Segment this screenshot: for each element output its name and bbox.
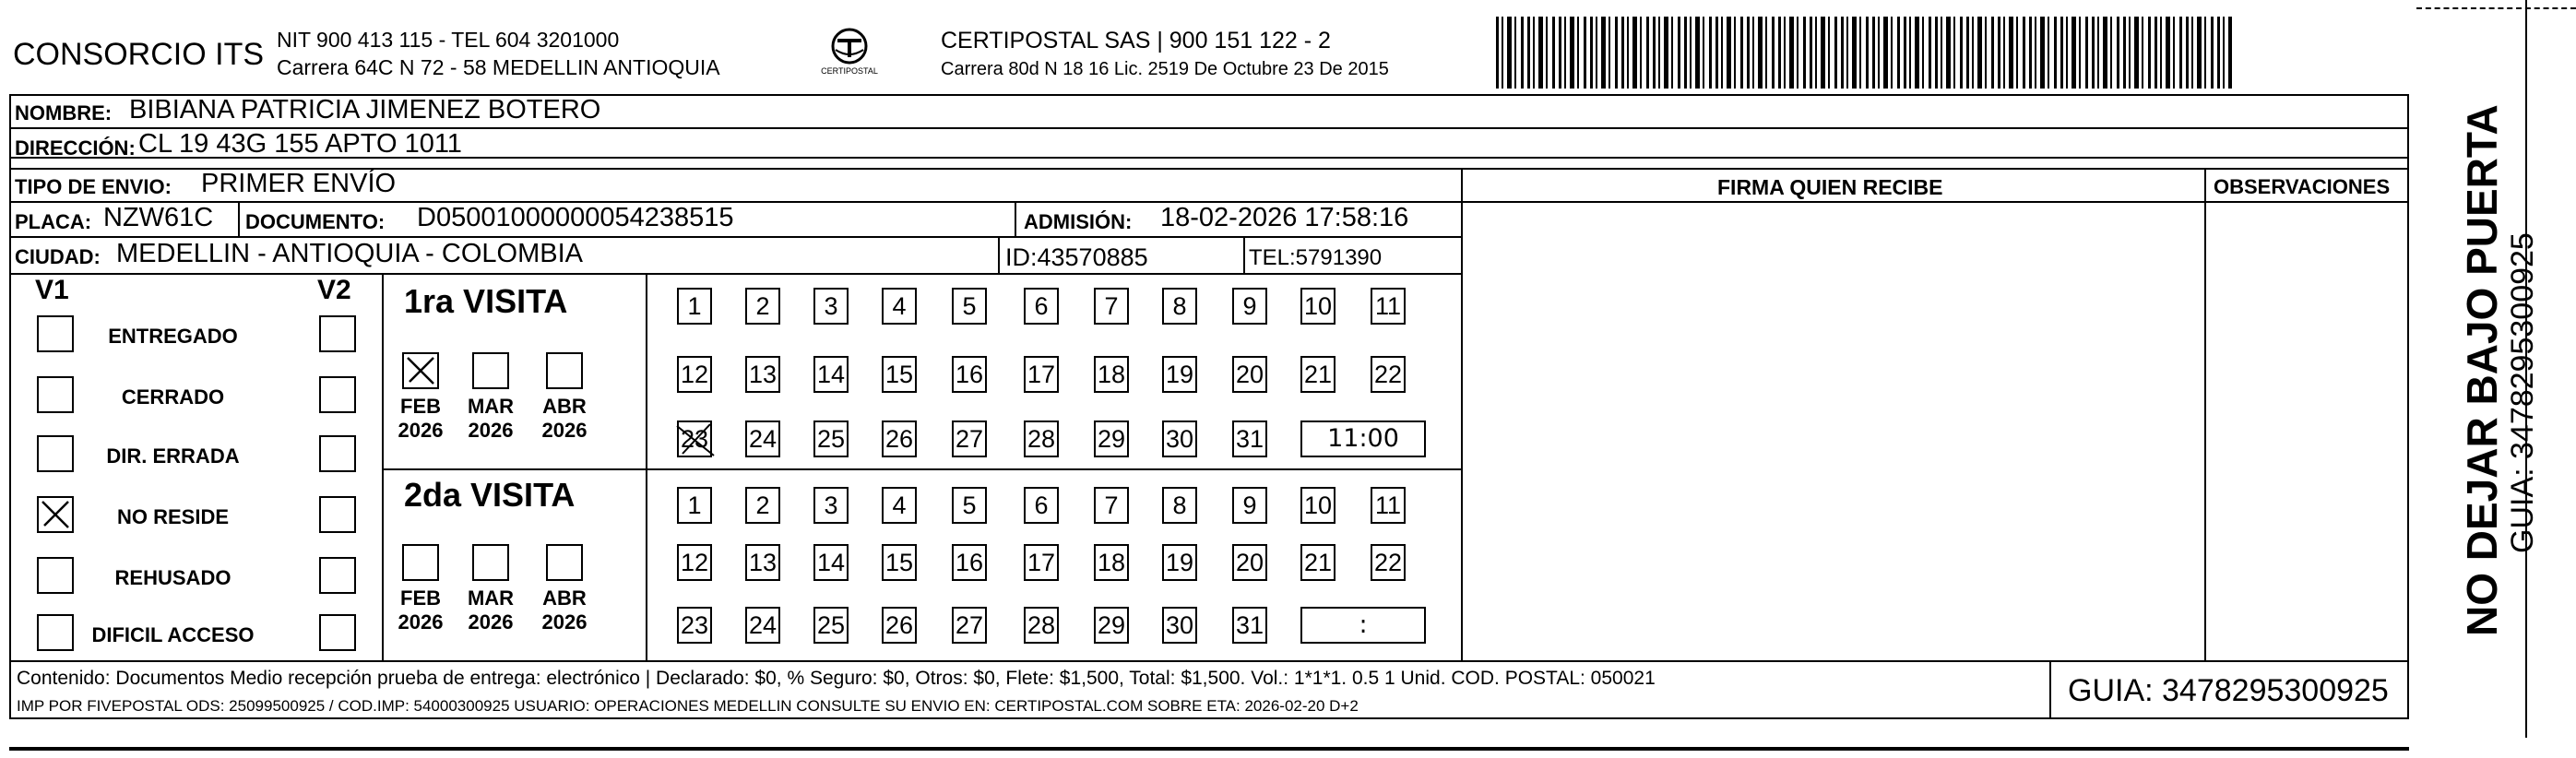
day-box[interactable]: 15 bbox=[882, 356, 917, 393]
documento-value: D05001000000054238515 bbox=[417, 203, 734, 232]
day-box[interactable]: 11 bbox=[1371, 487, 1406, 524]
day-box[interactable]: 6 bbox=[1024, 487, 1059, 524]
day-box[interactable]: 3 bbox=[813, 487, 849, 524]
day-box[interactable]: 4 bbox=[882, 487, 917, 524]
status-label: ENTREGADO bbox=[108, 325, 238, 348]
day-box[interactable]: 10 bbox=[1300, 487, 1335, 524]
nombre-label: NOMBRE: bbox=[15, 101, 113, 124]
barcode bbox=[1496, 17, 2232, 89]
status-label: REHUSADO bbox=[114, 566, 231, 589]
firma-header: FIRMA QUIEN RECIBE bbox=[1717, 175, 1943, 199]
day-box[interactable]: 5 bbox=[952, 487, 987, 524]
day-box[interactable]: 20 bbox=[1232, 544, 1267, 581]
v2-checkbox[interactable] bbox=[319, 435, 356, 472]
day-box[interactable]: 1 bbox=[677, 288, 712, 325]
status-label: CERRADO bbox=[121, 385, 225, 409]
day-box[interactable]: 9 bbox=[1232, 288, 1267, 325]
divider bbox=[382, 468, 646, 470]
day-box[interactable]: 25 bbox=[813, 607, 849, 644]
day-box[interactable]: 3 bbox=[813, 288, 849, 325]
placa-value: NZW61C bbox=[103, 203, 214, 232]
v2-checkbox[interactable] bbox=[319, 614, 356, 651]
day-box[interactable]: 4 bbox=[882, 288, 917, 325]
day-box[interactable]: 30 bbox=[1162, 420, 1197, 457]
footer-contenido: Contenido: Documentos Medio recepción prueba de entrega: electrónico | Declarado: $0, % Seguro: $0, Otros: $0, Flete: $1,500, Total: $1,500. Vol.: 1*1*1. 0.5 1 Unid. COD. POSTAL: 050021 bbox=[17, 668, 1656, 689]
day-box[interactable]: 31 bbox=[1232, 420, 1267, 457]
first-visit-title: 1ra VISITA bbox=[404, 282, 568, 320]
day-box[interactable]: 27 bbox=[952, 607, 987, 644]
day-box[interactable]: 19 bbox=[1162, 544, 1197, 581]
month-label: ABR bbox=[542, 586, 587, 610]
day-box[interactable]: 15 bbox=[882, 544, 917, 581]
v2-checkbox[interactable] bbox=[319, 557, 356, 594]
tipo-label: TIPO DE ENVIO: bbox=[15, 175, 172, 198]
month-year: 2026 bbox=[468, 610, 514, 634]
day-box[interactable]: 16 bbox=[952, 544, 987, 581]
month-checkbox[interactable] bbox=[472, 544, 509, 581]
divider bbox=[238, 201, 240, 236]
v1-label: V1 bbox=[35, 275, 69, 305]
divider bbox=[1243, 236, 1245, 273]
direccion-label: DIRECCIÓN: bbox=[15, 136, 136, 160]
x-mark-icon bbox=[402, 352, 439, 389]
day-box[interactable]: 17 bbox=[1024, 544, 1059, 581]
day-box[interactable]: 17 bbox=[1024, 356, 1059, 393]
v2-label: V2 bbox=[317, 275, 351, 305]
row-line bbox=[9, 273, 1461, 275]
day-box[interactable]: 2 bbox=[745, 288, 780, 325]
month-checkbox[interactable] bbox=[402, 544, 439, 581]
day-box[interactable]: 19 bbox=[1162, 356, 1197, 393]
month-checkbox[interactable] bbox=[546, 352, 583, 389]
id-value: ID:43570885 bbox=[1005, 243, 1148, 271]
day-box[interactable]: 20 bbox=[1232, 356, 1267, 393]
month-year: 2026 bbox=[541, 419, 588, 442]
day-box[interactable]: 13 bbox=[745, 544, 780, 581]
observaciones-column-left bbox=[2204, 168, 2206, 660]
divider bbox=[646, 273, 647, 660]
day-box[interactable]: 22 bbox=[1371, 356, 1406, 393]
day-box[interactable]: 24 bbox=[745, 420, 780, 457]
day-box[interactable]: 18 bbox=[1094, 544, 1129, 581]
direccion-value: CL 19 43G 155 APTO 1011 bbox=[138, 129, 462, 159]
tipo-value: PRIMER ENVÍO bbox=[201, 169, 397, 198]
carrier-info: CERTIPOSTAL SAS | 900 151 122 - 2 bbox=[941, 28, 1331, 53]
day-box[interactable]: 14 bbox=[813, 544, 849, 581]
no-dejar-warning: NO DEJAR BAJO PUERTA bbox=[2458, 104, 2506, 636]
day-box[interactable]: 30 bbox=[1162, 607, 1197, 644]
divider bbox=[646, 468, 1461, 470]
divider bbox=[1015, 201, 1016, 236]
month-year: 2026 bbox=[398, 610, 444, 634]
month-label: MAR bbox=[467, 586, 515, 610]
day-box[interactable]: 11 bbox=[1371, 288, 1406, 325]
day-box[interactable]: 28 bbox=[1024, 420, 1059, 457]
nombre-value: BIBIANA PATRICIA JIMENEZ BOTERO bbox=[129, 95, 601, 124]
day-box[interactable]: 21 bbox=[1300, 356, 1335, 393]
company-nit: NIT 900 413 115 - TEL 604 3201000 bbox=[277, 28, 620, 52]
ciudad-label: CIUDAD: bbox=[15, 245, 101, 268]
admision-label: ADMISIÓN: bbox=[1024, 210, 1133, 233]
day-box[interactable]: 29 bbox=[1094, 607, 1129, 644]
day-box[interactable]: 6 bbox=[1024, 288, 1059, 325]
day-box[interactable]: 7 bbox=[1094, 288, 1129, 325]
status-label: DIR. ERRADA bbox=[106, 444, 240, 468]
ciudad-value: MEDELLIN - ANTIOQUIA - COLOMBIA bbox=[116, 239, 583, 268]
cut-line bbox=[2416, 7, 2576, 9]
day-box[interactable]: 29 bbox=[1094, 420, 1129, 457]
day-box[interactable]: 8 bbox=[1162, 288, 1197, 325]
month-label: ABR bbox=[542, 395, 587, 418]
certipostal-logo bbox=[817, 26, 882, 81]
time-box[interactable]: 11:00 bbox=[1300, 420, 1426, 457]
company-name: CONSORCIO ITS bbox=[13, 37, 265, 72]
day-box[interactable]: 25 bbox=[813, 420, 849, 457]
tel-value: TEL:5791390 bbox=[1249, 245, 1383, 270]
month-checkbox[interactable] bbox=[402, 352, 439, 389]
day-box[interactable]: 9 bbox=[1232, 487, 1267, 524]
month-checkbox[interactable] bbox=[546, 544, 583, 581]
footer-guia: GUIA: 3478295300925 bbox=[2068, 673, 2389, 708]
day-box[interactable]: 7 bbox=[1094, 487, 1129, 524]
day-box[interactable]: 12 bbox=[677, 544, 712, 581]
day-box[interactable]: 5 bbox=[952, 288, 987, 325]
day-box[interactable]: 22 bbox=[1371, 544, 1406, 581]
day-box[interactable]: 23 bbox=[677, 607, 712, 644]
time-box[interactable]: : bbox=[1300, 607, 1426, 644]
day-box[interactable]: 26 bbox=[882, 607, 917, 644]
footer-impresion: IMP POR FIVEPOSTAL ODS: 25099500925 / COD.IMP: 54000300925 USUARIO: OPERACIONES MEDELLIN CONSULTE SU ENVIO EN: CERTIPOSTAL.COM SOBRE ETA: 2026-02-20 D+2 bbox=[17, 697, 1359, 715]
v2-checkbox[interactable] bbox=[319, 496, 356, 533]
divider bbox=[382, 273, 384, 660]
v2-checkbox[interactable] bbox=[319, 376, 356, 413]
side-guia: GUIA: 3478295300925 bbox=[2505, 232, 2540, 553]
day-box[interactable]: 10 bbox=[1300, 288, 1335, 325]
company-address: Carrera 64C N 72 - 58 MEDELLIN ANTIOQUIA bbox=[277, 55, 720, 79]
month-label: FEB bbox=[400, 395, 441, 418]
logo-caption: CERTIPOSTAL bbox=[821, 66, 878, 76]
second-visit-title: 2da VISITA bbox=[404, 476, 576, 514]
day-box[interactable]: 13 bbox=[745, 356, 780, 393]
firma-column-left bbox=[1461, 168, 1463, 660]
admision-value: 18-02-2026 17:58:16 bbox=[1160, 203, 1409, 232]
day-box[interactable]: 27 bbox=[952, 420, 987, 457]
day-box[interactable]: 1 bbox=[677, 487, 712, 524]
day-box[interactable]: 28 bbox=[1024, 607, 1059, 644]
day-box[interactable]: 26 bbox=[882, 420, 917, 457]
day-box[interactable]: 8 bbox=[1162, 487, 1197, 524]
month-label: FEB bbox=[400, 586, 441, 610]
day-x-mark-icon bbox=[673, 419, 718, 461]
columns-header-bottom bbox=[1461, 201, 2409, 203]
month-year: 2026 bbox=[468, 419, 514, 442]
placa-label: PLACA: bbox=[15, 210, 92, 233]
month-year: 2026 bbox=[398, 419, 444, 442]
day-box[interactable]: 16 bbox=[952, 356, 987, 393]
day-box[interactable]: 24 bbox=[745, 607, 780, 644]
status-label: NO RESIDE bbox=[116, 505, 230, 528]
v2-checkbox[interactable] bbox=[319, 315, 356, 352]
day-box[interactable]: 21 bbox=[1300, 544, 1335, 581]
documento-label: DOCUMENTO: bbox=[245, 210, 386, 233]
day-box[interactable]: 2 bbox=[745, 487, 780, 524]
day-box[interactable]: 18 bbox=[1094, 356, 1129, 393]
status-label: DIFICIL ACCESO bbox=[91, 623, 255, 646]
bottom-rule bbox=[9, 747, 2409, 751]
day-box[interactable]: 14 bbox=[813, 356, 849, 393]
month-label: MAR bbox=[467, 395, 515, 418]
observaciones-header: OBSERVACIONES bbox=[2214, 175, 2391, 198]
day-box[interactable]: 31 bbox=[1232, 607, 1267, 644]
month-checkbox[interactable] bbox=[472, 352, 509, 389]
carrier-address: Carrera 80d N 18 16 Lic. 2519 De Octubre 23 De 2015 bbox=[941, 59, 1389, 79]
day-box[interactable]: 12 bbox=[677, 356, 712, 393]
footer-divider bbox=[2049, 660, 2051, 719]
month-year: 2026 bbox=[541, 610, 588, 634]
divider bbox=[998, 236, 1000, 273]
day-box[interactable]: 23 bbox=[677, 420, 712, 457]
